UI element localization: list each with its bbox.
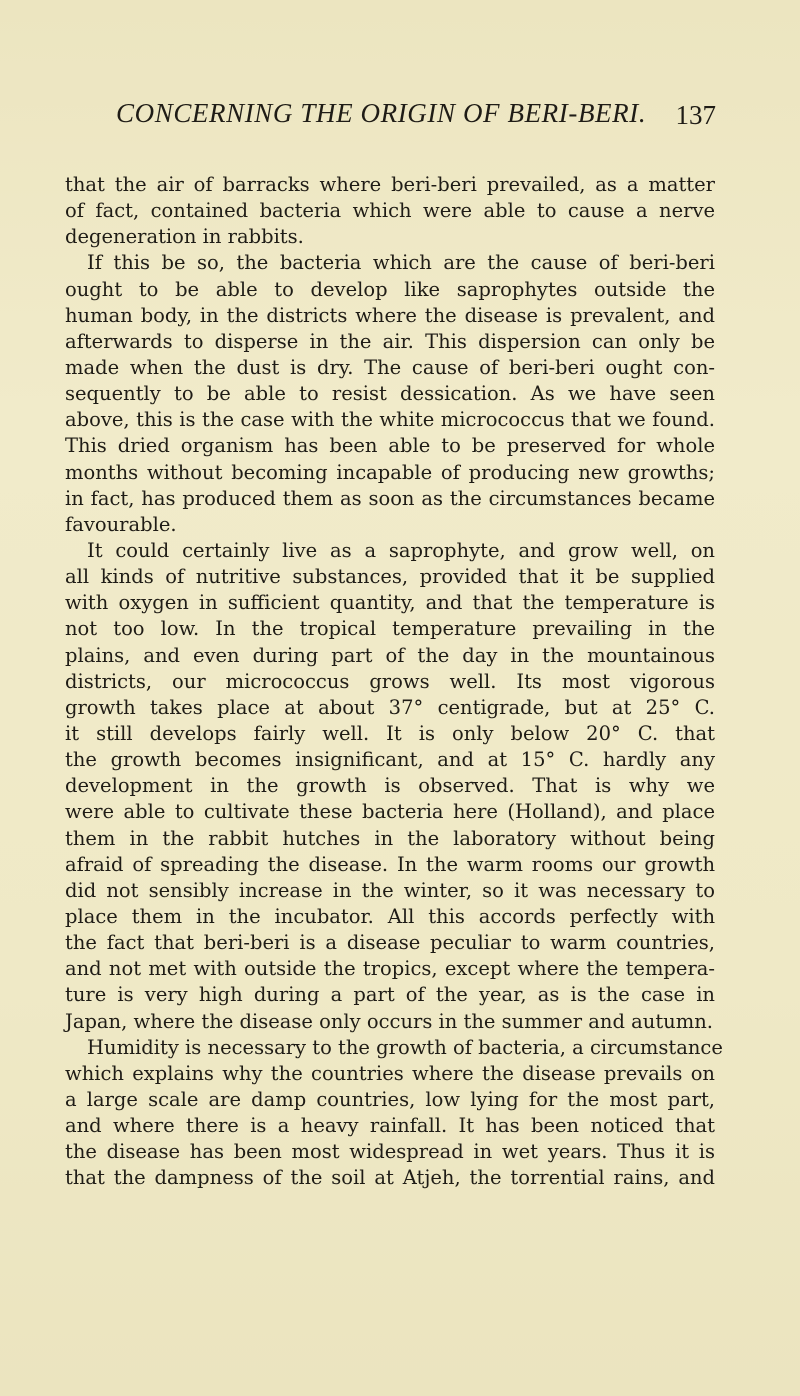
body-text xyxy=(65,172,723,1191)
text-line: development in the growth is observed. That is why we xyxy=(65,774,715,798)
text-line: This dried organism has been able to be preserved for whole xyxy=(65,434,715,458)
text-line: Humidity is necessary to the growth of bacteria, a circumstance xyxy=(87,1035,723,1059)
text-line: ought to be able to develop like saprophytes outside the xyxy=(65,277,715,301)
text-line: that the air of barracks where beri-beri prevailed, as a matter xyxy=(65,173,715,196)
text-line: it still develops fairly well. It is only below 20° C. that xyxy=(65,721,715,745)
text-line: and where there is a heavy rainfall. It has been noticed that xyxy=(65,1114,715,1138)
text-line: place them in the incubator. All this accords perfectly with xyxy=(65,904,715,928)
text-line: degeneration in rabbits. xyxy=(65,225,304,249)
page-number: 137 xyxy=(675,100,716,130)
text-line: a large scale are damp countries, low lying for the most part, xyxy=(65,1087,715,1111)
text-line: were able to cultivate these bacteria here (Holland), and place xyxy=(65,800,715,824)
text-line: did not sensibly increase in the winter, so it was necessary to xyxy=(65,878,715,902)
text-line: Japan, where the disease only occurs in the summer and autumn. xyxy=(65,1009,713,1033)
text-line: sequently to be able to resist dessication. As we have seen xyxy=(65,382,715,406)
text-line: made when the dust is dry. The cause of beri-beri ought con- xyxy=(65,355,715,379)
text-line: human body, in the districts where the disease is prevalent, and xyxy=(65,303,715,327)
text-line: that the dampness of the soil at Atjeh, the torrential rains, and xyxy=(65,1166,715,1190)
text-line: growth takes place at about 37° centigrade, but at 25° C. xyxy=(65,695,715,719)
text-line: which explains why the countries where the disease prevails on xyxy=(65,1061,715,1085)
text-line: and not met with outside the tropics, except where the tempera- xyxy=(65,957,715,981)
text-line: months without becoming incapable of producing new growths; xyxy=(65,460,715,484)
text-line: plains, and even during part of the day in the mountainous xyxy=(65,643,715,667)
text-line: not too low. In the tropical temperature prevailing in the xyxy=(65,617,715,641)
text-line: It could certainly live as a saprophyte, and grow well, on xyxy=(87,538,715,562)
page-header xyxy=(116,98,716,138)
text-line: them in the rabbit hutches in the laboratory without being xyxy=(65,826,715,850)
text-line: the growth becomes insignificant, and at 15° C. hardly any xyxy=(65,748,715,772)
text-line: in fact, has produced them as soon as the circumstances became xyxy=(65,486,715,510)
text-line: If this be so, the bacteria which are the cause of beri-beri xyxy=(87,251,715,275)
running-title: CONCERNING THE ORIGIN OF BERI-BERI. xyxy=(116,98,647,128)
text-line: afterwards to disperse in the air. This dispersion can only be xyxy=(65,329,715,353)
text-line: of fact, contained bacteria which were able to cause a nerve xyxy=(65,199,715,223)
text-line: afraid of spreading the disease. In the warm rooms our growth xyxy=(65,852,715,876)
text-line: ture is very high during a part of the year, as is the case in xyxy=(65,983,715,1007)
text-line: above, this is the case with the white micrococcus that we found. xyxy=(65,408,715,432)
text-line: all kinds of nutritive substances, provided that it be supplied xyxy=(65,565,715,589)
text-line: districts, our micrococcus grows well. Its most vigorous xyxy=(65,669,715,693)
text-line: the fact that beri-beri is a disease peculiar to warm countries, xyxy=(65,931,715,955)
text-line: the disease has been most widespread in wet years. Thus it is xyxy=(65,1140,715,1164)
text-line: with oxygen in sufficient quantity, and that the temperature is xyxy=(65,591,715,615)
text-line: favourable. xyxy=(65,512,177,536)
